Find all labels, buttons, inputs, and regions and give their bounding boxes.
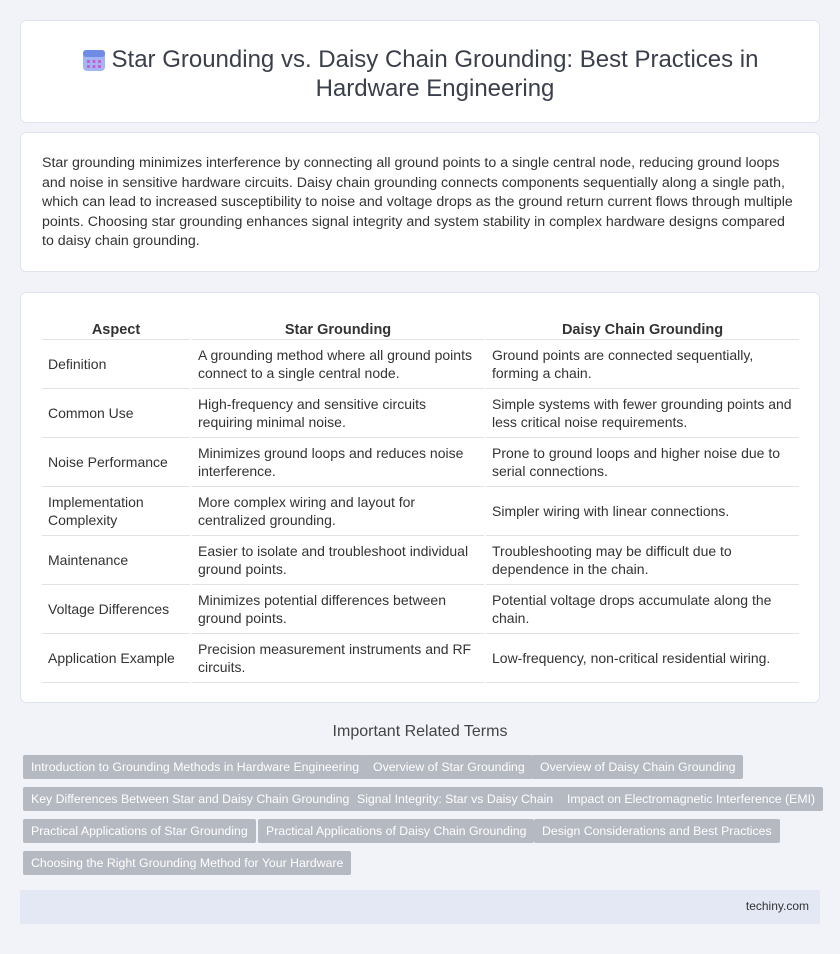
related-term-tag[interactable]: Impact on Electromagnetic Interference (EMI) — [559, 787, 823, 811]
comparison-table-card — [20, 292, 820, 703]
footer — [20, 890, 820, 924]
row-daisy: Potential voltage drops accumulate along the chain. — [485, 584, 799, 633]
related-term-tag[interactable]: Practical Applications of Daisy Chain Grounding — [258, 819, 534, 843]
table-row — [42, 339, 799, 388]
row-daisy: Troubleshooting may be difficult due to dependence in the chain. — [485, 535, 799, 584]
header-daisy-chain-grounding: Daisy Chain Grounding — [485, 316, 799, 339]
table-row — [42, 437, 799, 486]
intro-paragraph: Star grounding minimizes interference by connecting all ground points to a single central node, reducing ground loops and noise in sensitive hardware circuits. Daisy chain grounding connects components sequentially along a single path, which can lead to increased susceptibility to noise and voltage drops as the ground return current flows through multiple points. Choosing star grounding enhances signal integrity and system stability in complex hardware designs compared to daisy chain grounding. — [42, 155, 793, 249]
comparison-table — [42, 316, 799, 683]
row-star: Easier to isolate and troubleshoot individual ground points. — [191, 535, 485, 584]
table-row — [42, 388, 799, 437]
table-row — [42, 486, 799, 535]
related-term-tag[interactable]: Key Differences Between Star and Daisy Chain Grounding — [23, 787, 357, 811]
row-aspect: Voltage Differences — [42, 584, 191, 633]
footer-site-link[interactable]: techiny.com — [745, 899, 809, 913]
related-term-tag[interactable]: Choosing the Right Grounding Method for Your Hardware — [23, 851, 351, 875]
row-daisy: Simple systems with fewer grounding points and less critical noise requirements. — [485, 388, 799, 437]
table-row — [42, 633, 799, 682]
row-star: High-frequency and sensitive circuits requiring minimal noise. — [191, 388, 485, 437]
row-aspect: Definition — [42, 339, 191, 388]
related-term-tag[interactable]: Practical Applications of Star Grounding — [23, 819, 256, 843]
header-card — [20, 20, 820, 123]
row-aspect: Noise Performance — [42, 437, 191, 486]
row-aspect: Maintenance — [42, 535, 191, 584]
header-star-grounding: Star Grounding — [191, 316, 485, 339]
row-daisy: Ground points are connected sequentially, forming a chain. — [485, 339, 799, 388]
related-term-tag[interactable]: Introduction to Grounding Methods in Hardware Engineering — [23, 755, 367, 779]
related-term-tag[interactable]: Design Considerations and Best Practices — [534, 819, 780, 843]
row-daisy: Simpler wiring with linear connections. — [485, 486, 799, 535]
row-aspect: Application Example — [42, 633, 191, 682]
row-star: Minimizes potential differences between ground points. — [191, 584, 485, 633]
row-aspect: Implementation Complexity — [42, 486, 191, 535]
page-title: Star Grounding vs. Daisy Chain Grounding: Best Practices in Hardware Engineering — [111, 46, 759, 102]
row-star: Minimizes ground loops and reduces noise interference. — [191, 437, 485, 486]
related-terms-heading: Important Related Terms — [332, 723, 508, 740]
header-aspect: Aspect — [42, 316, 191, 339]
row-daisy: Low-frequency, non-critical residential wiring. — [485, 633, 799, 682]
table-row — [42, 535, 799, 584]
intro-card — [20, 132, 820, 272]
row-daisy: Prone to ground loops and higher noise due to serial connections. — [485, 437, 799, 486]
related-term-tag[interactable]: Overview of Star Grounding — [365, 755, 533, 779]
table-header-row — [42, 316, 799, 339]
table-row — [42, 584, 799, 633]
row-star: A grounding method where all ground points connect to a single central node. — [191, 339, 485, 388]
related-term-tag[interactable]: Signal Integrity: Star vs Daisy Chain — [349, 787, 561, 811]
row-star: More complex wiring and layout for centralized grounding. — [191, 486, 485, 535]
row-aspect: Common Use — [42, 388, 191, 437]
row-star: Precision measurement instruments and RF circuits. — [191, 633, 485, 682]
related-term-tag[interactable]: Overview of Daisy Chain Grounding — [532, 755, 743, 779]
